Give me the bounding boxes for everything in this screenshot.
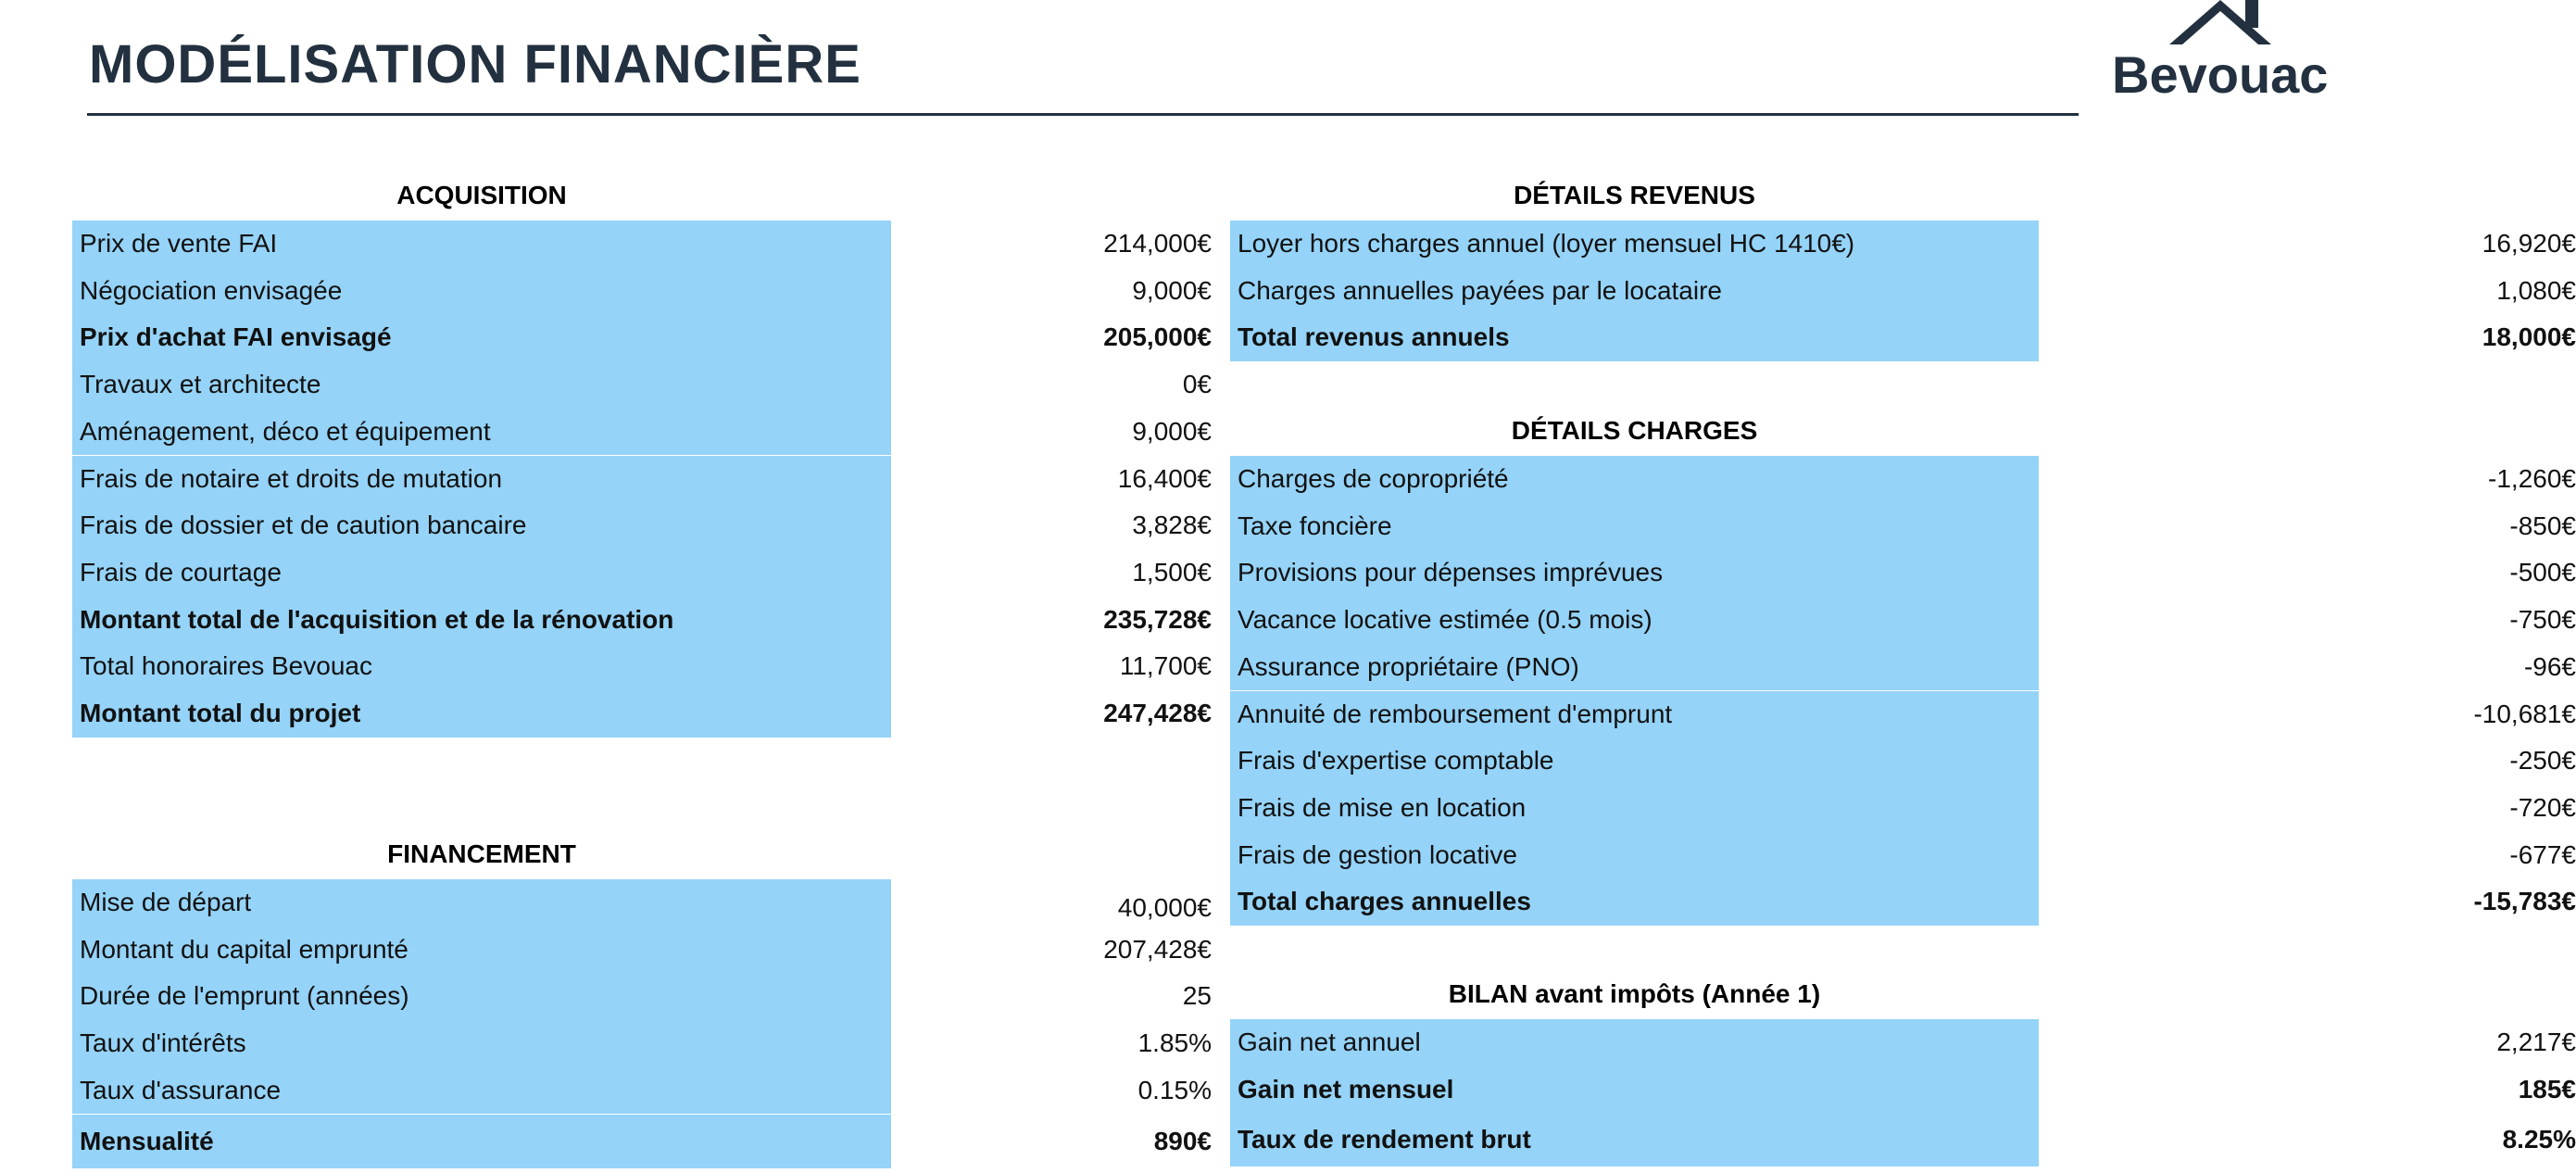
- row-label: Aménagement, déco et équipement: [72, 409, 891, 456]
- row-label: Frais de courtage: [72, 549, 891, 597]
- acquisition-title: ACQUISITION: [396, 181, 567, 209]
- row-value: 11,700€: [1119, 651, 1212, 681]
- row-label: Vacance locative estimée (0.5 mois): [1230, 597, 2039, 644]
- row-value: -677€: [2509, 839, 2576, 869]
- row-label: Négociation envisagée: [72, 268, 891, 315]
- row-label: Charges de copropriété: [1230, 456, 2039, 503]
- row-label: Gain net annuel: [1230, 1019, 2039, 1066]
- row-value: -720€: [2509, 792, 2576, 822]
- logo-text: Bevouac: [2112, 45, 2329, 104]
- row-value: 235,728€: [1103, 604, 1212, 634]
- row-label: Frais de notaire et droits de mutation: [72, 456, 891, 503]
- row-label: Provisions pour dépenses imprévues: [1230, 549, 2039, 597]
- row-value: -850€: [2509, 511, 2576, 540]
- row-value: -15,783€: [2473, 887, 2576, 916]
- row-label: Total revenus annuels: [1230, 314, 2039, 361]
- row-value: 9,000€: [1132, 416, 1212, 446]
- row-label: Montant total du projet: [72, 690, 891, 738]
- row-value: 18,000€: [2482, 322, 2576, 352]
- row-label: Gain net mensuel: [1230, 1066, 2039, 1114]
- row-value: 25: [1182, 981, 1212, 1011]
- charges-title: DÉTAILS CHARGES: [1511, 416, 1758, 445]
- row-label: Total charges annuelles: [1230, 878, 2039, 926]
- row-label: Travaux et architecte: [72, 361, 891, 409]
- row-label: Loyer hors charges annuel (loyer mensuel HC 1410€): [1230, 221, 2039, 268]
- row-value: 1,080€: [2496, 275, 2576, 305]
- row-label: Frais d'expertise comptable: [1230, 738, 2039, 785]
- row-label: Taxe foncière: [1230, 503, 2039, 550]
- row-label: Taux d'assurance: [72, 1067, 891, 1115]
- financement-title: FINANCEMENT: [387, 839, 576, 868]
- row-value: 8.25%: [2502, 1125, 2576, 1154]
- row-value: 247,428€: [1103, 699, 1212, 727]
- row-value: -1,260€: [2488, 464, 2576, 493]
- row-value: -250€: [2509, 746, 2576, 776]
- row-label: Charges annuelles payées par le locataire: [1230, 268, 2039, 315]
- row-label: Montant du capital emprunté: [72, 927, 891, 974]
- row-value: 0€: [1182, 370, 1212, 399]
- title-divider: [87, 113, 2079, 116]
- row-value: 2,217€: [2496, 1028, 2576, 1056]
- row-value: -96€: [2523, 651, 2576, 681]
- bilan-title: BILAN avant impôts (Année 1): [1448, 979, 1821, 1008]
- row-value: 0.15%: [1137, 1075, 1212, 1104]
- revenus-title: DÉTAILS REVENUS: [1514, 181, 1755, 209]
- row-value: 16,400€: [1117, 463, 1212, 493]
- row-value: 16,920€: [2482, 229, 2576, 258]
- row-value: 205,000€: [1103, 322, 1212, 352]
- row-value: 214,000€: [1103, 229, 1212, 258]
- page-title: MODÉLISATION FINANCIÈRE: [89, 34, 861, 95]
- row-value: 40,000€: [1117, 893, 1212, 922]
- row-value: 185€: [2518, 1074, 2576, 1104]
- row-value: -500€: [2509, 558, 2576, 587]
- row-label: Annuité de remboursement d'emprunt: [1230, 691, 2039, 738]
- row-label: Assurance propriétaire (PNO): [1230, 644, 2039, 691]
- brand-logo: [2112, 0, 2329, 104]
- row-label: Prix d'achat FAI envisagé: [72, 314, 891, 361]
- row-value: 890€: [1153, 1126, 1212, 1155]
- row-label: Frais de dossier et de caution bancaire: [72, 502, 891, 549]
- row-label: Frais de mise en location: [1230, 785, 2039, 832]
- row-value: 1.85%: [1137, 1028, 1212, 1058]
- row-label: Durée de l'emprunt (années): [72, 973, 891, 1020]
- row-value: 3,828€: [1132, 511, 1212, 540]
- row-label: Total honoraires Bevouac: [72, 643, 891, 690]
- row-label: Taux de rendement brut: [1230, 1113, 2039, 1167]
- row-value: -10,681€: [2473, 699, 2576, 728]
- row-label: Montant total de l'acquisition et de la rénovation: [72, 597, 891, 644]
- row-label: Mise de départ: [72, 879, 891, 927]
- row-value: -750€: [2509, 605, 2576, 635]
- row-value: 9,000€: [1132, 275, 1212, 305]
- house-roof-icon: [2169, 0, 2271, 46]
- row-label: Frais de gestion locative: [1230, 832, 2039, 879]
- row-label: Prix de vente FAI: [72, 221, 891, 268]
- row-value: 207,428€: [1103, 934, 1212, 964]
- row-value: 1,500€: [1132, 557, 1212, 586]
- row-label: Mensualité: [72, 1115, 891, 1168]
- row-label: Taux d'intérêts: [72, 1020, 891, 1067]
